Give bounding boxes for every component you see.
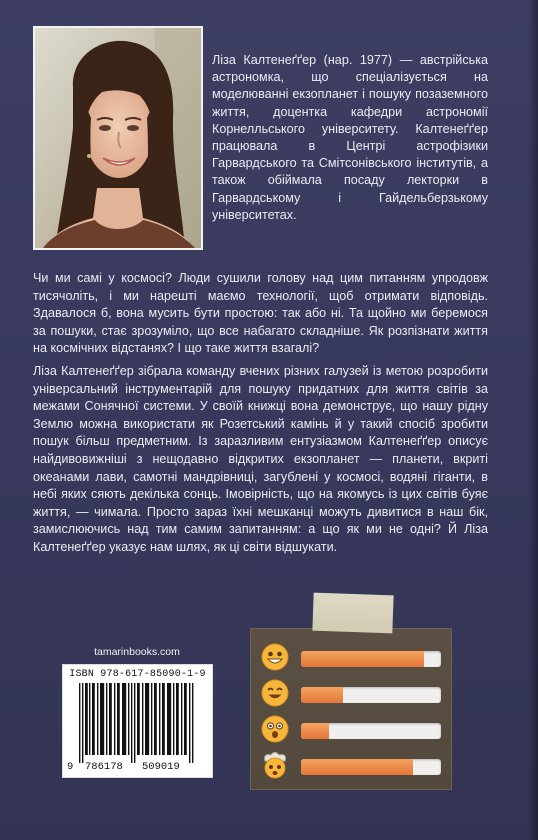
- description-paragraph-1: Чи ми самі у космосі? Люди сушили голову над цим питанням упродовж тисячоліть, і ми нарешті маємо технології, щоб отримати відповідь. Здавалося б, вона мусить бути простою: так або ні. Та щойно ми беремося за пошуки, стає зрозуміло, що все набагато складніше. Як розпізнати життя на космічних відстанях? І що таке життя взагалі?: [33, 271, 488, 356]
- meter-track: [301, 759, 441, 775]
- meter-fill: [301, 651, 424, 667]
- author-portrait-image: [35, 28, 201, 248]
- meter-row: [261, 643, 445, 673]
- surprised-face-icon: [261, 715, 289, 743]
- isbn-barcode: [62, 664, 213, 778]
- meter-track: [301, 723, 441, 739]
- meter-row: [261, 715, 445, 745]
- meter-row: [261, 751, 445, 781]
- barcode-bars: [73, 683, 204, 763]
- description-paragraph-2: Ліза Калтенеґґер зібрала команду вчених різних галузей із метою розробити універсальний інструментарій для пошуку придатних для життя світів за межами Сонячної системи. У своїй книжці вона демонструє, що нашу рідну Землю можна використати як Розетський камінь й у такий спосіб зробити пошук більш предметним. Із заразливим ентузіазмом Калтенеґґер описує найдивовижніші з нещодавно відкритих екзопланет — планети, вкриті океанами лави, самотні мандрівниці, загублені у космосі, водяні гіганти, в небі яких сяють декілька сонць. Імовірність, що на якомусь із цих світів буяє життя, — чимала. Просто зараз їхні мешканці можуть дивитися в наш бік, замислюючись над тим самим запитанням: а що як ми не одні? Й Ліза Калтенеґґер указує нам шлях, як ці світи відшукати.: [33, 364, 488, 554]
- isbn-number: ISBN 978-617-85090-1-9: [69, 669, 206, 680]
- grinning-face-icon: [261, 643, 289, 671]
- meter-fill: [301, 759, 413, 775]
- author-bio: Ліза Калтенеґґер (нар. 1977) — австрійська астрономка, що спеціалізується на моделюванні екзопланет і пошуку позаземного життя, доцентка кафедри астрономії Корнелльського університету. Калтенеґґер працювала в Центрі астрофізики Гарвардського та Смітсонівського інститутів, а також обіймала посаду лекторки в Гарвардському і Гайдельберзькому університетах.: [212, 53, 488, 222]
- masking-tape: [312, 593, 393, 634]
- barcode-digits-left: 786178: [85, 761, 123, 773]
- barcode-digit-first: 9: [67, 761, 74, 773]
- exploding-head-icon: [261, 751, 289, 779]
- meter-fill: [301, 687, 343, 703]
- barcode-digits-right: 509019: [142, 761, 180, 773]
- smiling-face-icon: [261, 679, 289, 707]
- meter-row: [261, 679, 445, 709]
- meter-fill: [301, 723, 329, 739]
- meter-track: [301, 651, 441, 667]
- meter-track: [301, 687, 441, 703]
- spine-shadow: [528, 0, 538, 840]
- reaction-meter-card: [250, 628, 452, 790]
- author-photo: [33, 26, 203, 250]
- publisher-website[interactable]: tamarinbooks.com: [94, 646, 180, 658]
